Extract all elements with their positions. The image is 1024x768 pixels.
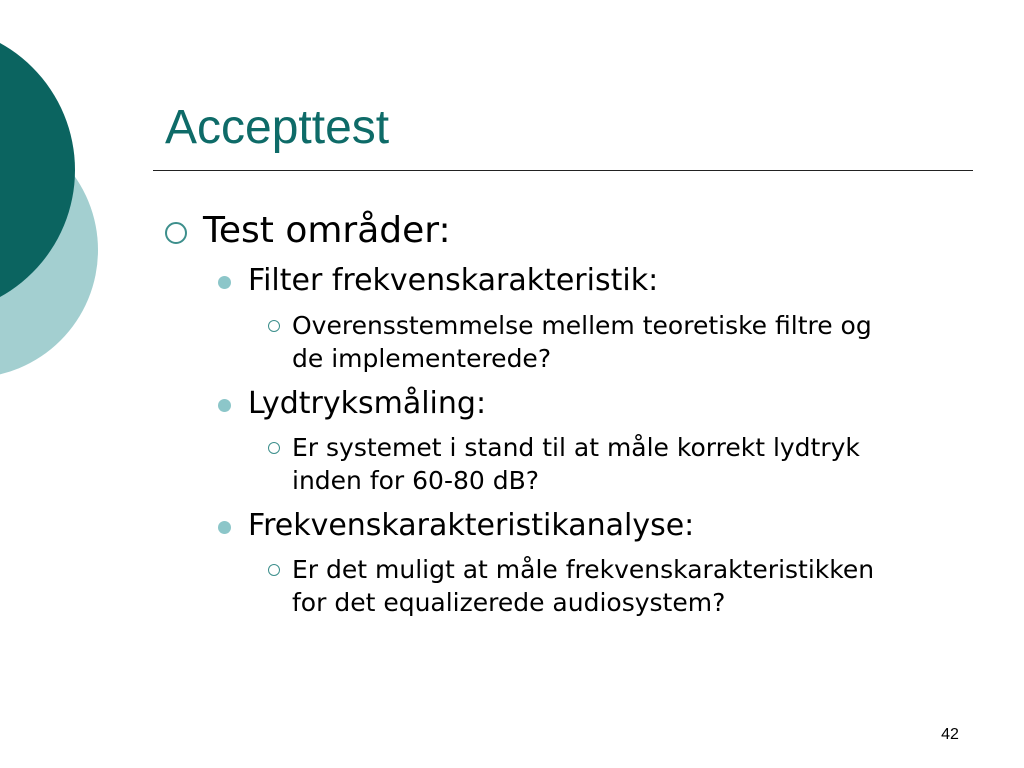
bullet-level1-text: Test områder: (203, 210, 451, 251)
bullet-filter-text: Filter frekvenskarakteristik: (248, 263, 659, 298)
sub-bullet-frekvensanalyse (268, 553, 908, 619)
bullet-level1 (165, 208, 451, 254)
hollow-circle-bullet-icon (165, 222, 187, 244)
decorative-circles (0, 0, 110, 420)
dot-bullet-icon (218, 399, 231, 412)
sub-bullet-filter-text: Overensstemmelse mellem teoretiske filtre og de implementerede? (292, 311, 872, 373)
slide-title: Accepttest (165, 101, 390, 154)
page-number: 42 (941, 726, 959, 743)
dot-bullet-icon (218, 521, 231, 534)
sub-bullet-lydtryk-text: Er systemet i stand til at måle korrekt lydtryk inden for 60-80 dB? (292, 433, 860, 495)
small-hollow-circle-bullet-icon (268, 564, 280, 576)
bullet-lydtryk (218, 385, 486, 423)
small-hollow-circle-bullet-icon (268, 320, 280, 332)
sub-bullet-frekvensanalyse-text: Er det muligt at måle frekvenskarakteristikken for det equalizerede audiosystem? (292, 555, 875, 617)
dot-bullet-icon (218, 276, 231, 289)
sub-bullet-lydtryk (268, 431, 908, 497)
bullet-lydtryk-text: Lydtryksmåling: (248, 386, 487, 421)
sub-bullet-filter (268, 309, 908, 375)
bullet-filter (218, 262, 658, 300)
bullet-frekvensanalyse (218, 507, 694, 545)
title-divider (153, 170, 973, 171)
small-hollow-circle-bullet-icon (268, 442, 280, 454)
bullet-frekvensanalyse-text: Frekvenskarakteristikanalyse: (248, 508, 695, 543)
